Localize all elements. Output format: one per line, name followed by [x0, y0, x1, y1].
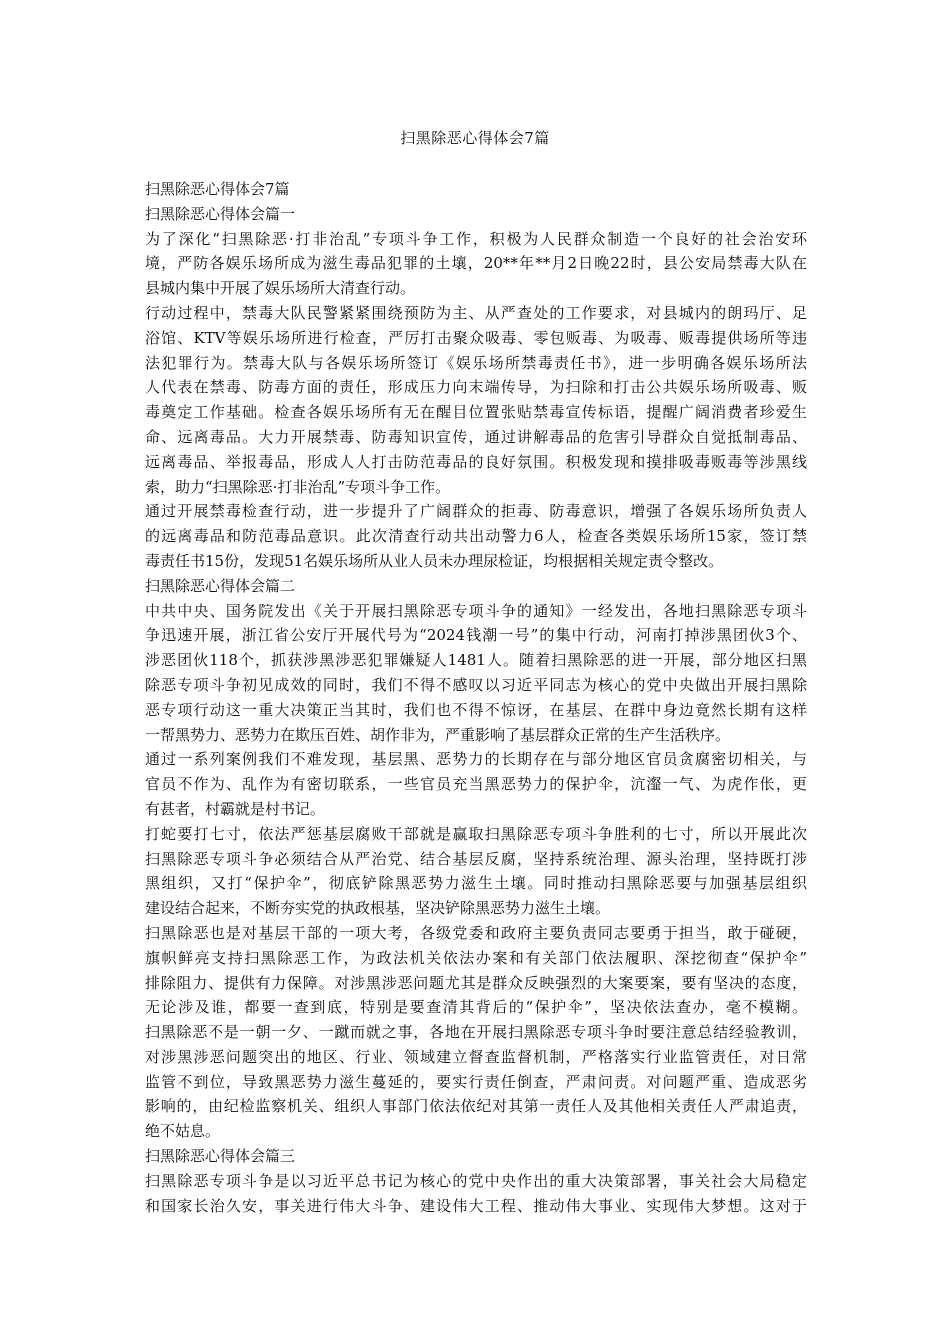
text-line: 有甚者，村霸就是村书记。 [145, 799, 326, 818]
text-line: 对涉黑涉恶问题突出的地区、行业、领域建立督查监督机制，严格落实行业监管责任，对日常 [145, 1047, 807, 1066]
text-line: 通过开展禁毒检查行动，进一步提升了广阔群众的拒毒、防毒意识，增强了各娱乐场所负责人 [145, 502, 807, 521]
text-line: 绝不姑息。 [145, 1122, 221, 1141]
text-line: 的远离毒品和防范毒品意识。此次清查行动共出动警力6人，检查各类娱乐场所15家，签订禁 [145, 527, 807, 546]
text-line: 浴馆、KTV等娱乐场所进行检查，严厉打击聚众吸毒、零包贩毒、为吸毒、贩毒提供场所等违 [145, 328, 807, 347]
text-line: 境，严防各娱乐场所成为滋生毒品犯罪的土壤，20**年**月2日晚22时，县公安局禁毒大队在 [145, 254, 807, 273]
text-line: 旗帜鲜亮支持扫黑除恶工作，为政法机关依法办案和有关部门依法履职、深挖彻查“保护伞” [145, 948, 807, 967]
text-line: 扫黑除恶心得体会篇二 [145, 576, 296, 595]
text-line: 除恶专项斗争初见成效的同时，我们不得不感叹以习近平同志为核心的党中央做出开展扫黑除 [145, 675, 807, 694]
text-line: 涉恶团伙118个，抓获涉黑涉恶犯罪嫌疑人1481人。随着扫黑除恶的进一开展，部分地区扫黑 [145, 651, 807, 670]
text-line: 行动过程中，禁毒大队民警紧紧围绕预防为主、从严查处的工作要求，对县城内的朗玛厅、足 [145, 303, 807, 322]
text-line: 毒奠定工作基础。检查各娱乐场所有无在醒目位置张贴禁毒宣传标语，提醒广阔消费者珍爱生 [145, 403, 807, 422]
text-line: 扫黑除恶心得体会7篇 [145, 180, 290, 198]
text-line: 扫黑除恶不是一朝一夕、一蹴而就之事，各地在开展扫黑除恶专项斗争时要注意总结经验教训， [145, 1023, 807, 1042]
text-line: 为了深化“扫黑除恶·打非治乱”专项斗争工作，积极为人民群众制造一个良好的社会治安环 [145, 229, 807, 248]
text-line: 县城内集中开展了娱乐场所大清查行动。 [145, 279, 416, 298]
text-line: 黑组织，又打“保护伞”，彻底铲除黑恶势力滋生土壤。同时推动扫黑除恶要与加强基层组织 [145, 874, 807, 893]
text-line: 恶专项行动这一重大决策正当其时，我们也不得不惊讶，在基层、在群中身边竟然长期有这样 [145, 700, 807, 719]
text-line: 和国家长治久安，事关进行伟大斗争、建设伟大工程、推动伟大事业、实现伟大梦想。这对于 [145, 1196, 807, 1215]
text-line: 扫黑除恶也是对基层干部的一项大考，各级党委和政府主要负责同志要勇于担当，敢于碰硬， [145, 923, 807, 942]
text-line: 毒责任书15份，发现51名娱乐场所从业人员未办理尿检证，均根据相关规定责令整改。 [145, 551, 724, 570]
document-title: 扫黑除恶心得体会7篇 [400, 129, 550, 147]
text-line: 扫黑除恶心得体会篇三 [145, 1147, 296, 1166]
text-line: 打蛇要打七寸，依法严惩基层腐败干部就是赢取扫黑除恶专项斗争胜利的七寸，所以开展此次 [145, 824, 807, 843]
text-line: 扫黑除恶专项斗争是以习近平总书记为核心的党中央作出的重大决策部署，事关社会大局稳定 [145, 1171, 807, 1190]
text-line: 人代表在禁毒、防毒方面的责任，形成压力向末端传导，为扫除和打击公共娱乐场所吸毒、贩 [145, 378, 807, 397]
text-line: 命、远离毒品。大力开展禁毒、防毒知识宣传，通过讲解毒品的危害引导群众自觉抵制毒品、 [145, 427, 807, 446]
text-line: 争迅速开展，浙江省公安厅开展代号为“2024钱潮一号”的集中行动，河南打掉涉黑团伙3个、 [145, 626, 807, 645]
text-line: 建设结合起来，不断夯实党的执政根基，坚决铲除黑恶势力滋生土壤。 [145, 899, 611, 918]
text-line: 远离毒品、举报毒品，形成人人打击防范毒品的良好氛围。积极发现和摸排吸毒贩毒等涉黑线 [145, 452, 807, 471]
text-line: 排除阻力、提供有力保障。对涉黑涉恶问题尤其是群众反映强烈的大案要案，要有坚决的态度， [145, 973, 807, 992]
text-line: 中共中央、国务院发出《关于开展扫黑除恶专项斗争的通知》一经发出，各地扫黑除恶专项斗 [145, 601, 807, 620]
text-line: 监管不到位，导致黑恶势力滋生蔓延的，要实行责任倒查，严肃问责。对问题严重、造成恶劣 [145, 1072, 807, 1091]
document-body [145, 177, 807, 1218]
text-line: 官员不作为、乱作为有密切联系，一些官员充当黑恶势力的保护伞，沆瀣一气、为虎作伥，更 [145, 775, 807, 794]
text-line: 扫黑除恶专项斗争必须结合从严治党、结合基层反腐，坚持系统治理、源头治理，坚持既打涉 [145, 849, 807, 868]
text-line: 法犯罪行为。禁毒大队与各娱乐场所签订《娱乐场所禁毒责任书》，进一步明确各娱乐场所法 [145, 353, 807, 372]
text-line: 影响的，由纪检监察机关、组织人事部门依法依纪对其第一责任人及其他相关责任人严肃追责， [145, 1097, 807, 1116]
text-line: 扫黑除恶心得体会篇一 [145, 204, 296, 223]
text-line: 一帮黑势力、恶势力在欺压百姓、胡作非为，严重影响了基层群众正常的生产生活秩序。 [145, 725, 731, 744]
text-line: 通过一系列案例我们不难发现，基层黑、恶势力的长期存在与部分地区官员贪腐密切相关，与 [145, 750, 807, 769]
text-line: 无论涉及谁，都要一查到底，特别是要查清其背后的“保护伞”，坚决依法查办，毫不模糊。 [145, 998, 807, 1017]
text-line: 索，助力“扫黑除恶·打非治乱”专项斗争工作。 [145, 477, 451, 496]
